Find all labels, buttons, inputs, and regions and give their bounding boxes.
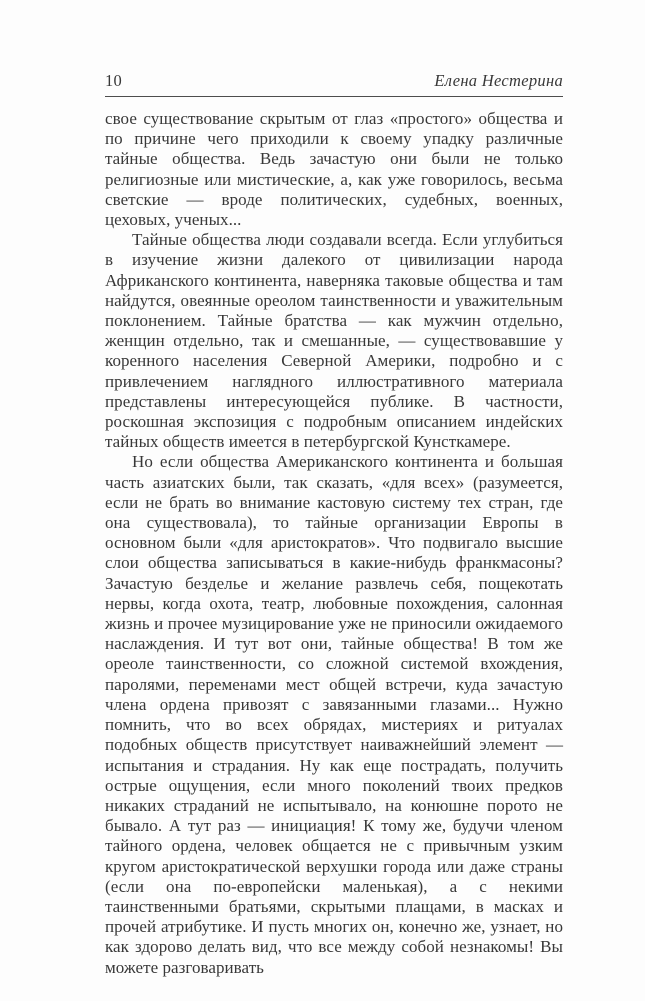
page-text-block [105,109,563,978]
page-header [105,71,563,97]
page-number: 10 [105,71,123,90]
paragraph-continuation: свое существование скрытым от глаз «простого» общества и по причине чего приходили к своему упадку различные тайные общества. Ведь зачастую они были не только религиозные или мистические, а, как уже говорилось, весьма светские — вроде политических, судебных, военных, цеховых, ученых... [105,109,563,230]
paragraph: Тайные общества люди создавали всегда. Если углубиться в изучение жизни далекого от цивилизации народа Африканского континента, наверняка таковые общества и там найдутся, овеянные ореолом таинственности и уважительным поклонением. Тайные братства — как мужчин отдельно, женщин отдельно, так и смешанные, — существовавшие у коренного населения Северной Америки, подробно и с привлечением наглядного иллюстративного материала представлены интересующейся публике. В частности, роскошная экспозиция с подробным описанием индейских тайных обществ имеется в петербургской Кунсткамере. [105,230,563,452]
running-title-author: Елена Нестерина [434,71,563,90]
paragraph: Но если общества Американского континента и большая часть азиатских были, так сказать, «для всех» (разумеется, если не брать во внимание кастовую систему тех стран, где она существовала), то тайные организации Европы в основном были «для аристократов». Что подвигало высшие слои общества записываться в какие-нибудь франкмасоны? Зачастую безделье и желание развлечь себя, пощекотать нервы, когда охота, театр, любовные похождения, салонная жизнь и прочее музицирование уже не приносили ожидаемого наслаждения. И тут вот они, тайные общества! В том же ореоле таинственности, со сложной системой вхождения, паролями, переменами мест общей встречи, куда зачастую члена ордена привозят с завязанными глазами... Нужно помнить, что во всех обрядах, мистериях и ритуалах подобных обществ присутствует наиважнейший элемент — испытания и страдания. Ну как еще пострадать, получить острые ощущения, если много поколений твоих предков никаких страданий не испытывало, на конюшне порото не бывало. А тут раз — инициация! К тому же, будучи членом тайного ордена, человек общается не с привычным узким кругом аристократической верхушки города или даже страны (если она по-европейски маленькая), а с некими таинственными братьями, скрытыми плащами, в масках и прочей атрибутике. И пусть многих он, конечно же, узнает, но как здорово делать вид, что все между собой незнакомы! Вы можете разговаривать [105,452,563,977]
